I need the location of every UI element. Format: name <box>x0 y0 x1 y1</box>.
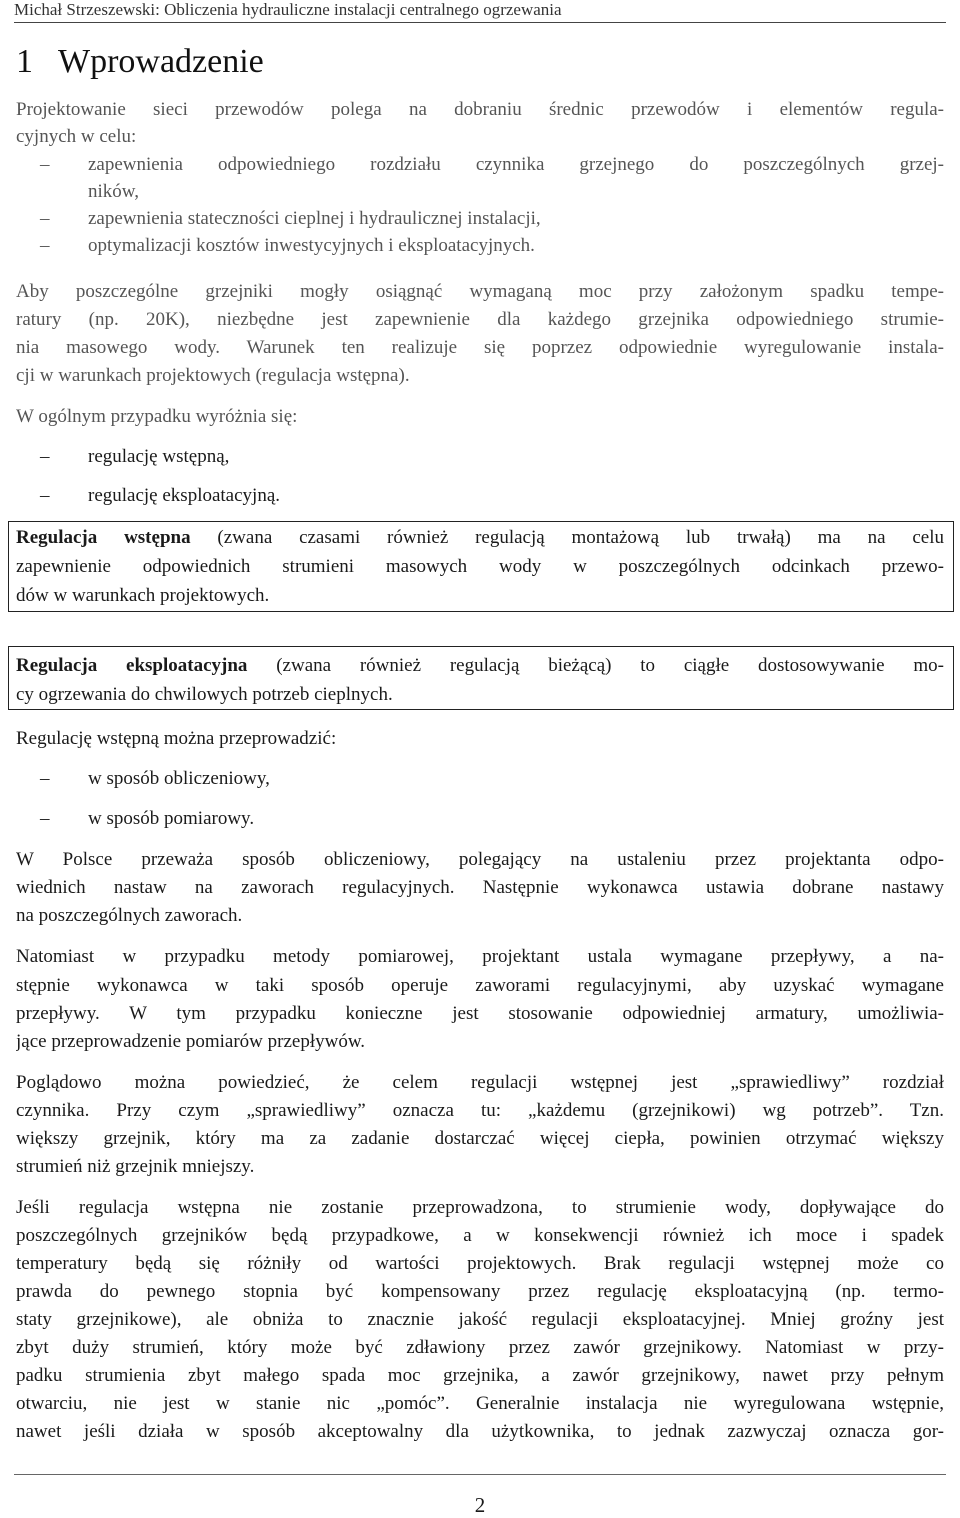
paragraph-line: nawet jeśli działa w sposób akceptowalny dla użytkownika, to jednak zazwyczaj oznacza gor- <box>16 1421 944 1442</box>
paragraph-line: przepływy. W tym przypadku konieczne jest stosowanie odpowiedniej armatury, umożliwia- <box>16 1003 944 1024</box>
paragraph-line: poszczególnych grzejników będą przypadkowe, a w konsekwencji również ich moce i spadek <box>16 1225 944 1246</box>
definition-text: (zwana czasami również regulacją montażową lub trwałą) ma na celu <box>190 527 944 548</box>
definition-text: (zwana również regulacją bieżącą) to ciągłe dostosowywanie mo- <box>247 655 944 676</box>
intro-bullet-line: zapewnienia odpowiedniego rozdziału czynnika grzejnego do poszczególnych grzej- <box>88 154 944 175</box>
list-lead: Regulację wstępną można przeprowadzić: <box>16 728 337 749</box>
paragraph-line: cji w warunkach projektowych (regulacja wstępna). <box>16 365 410 386</box>
paragraph-line: W Polsce przeważa sposób obliczeniowy, polegający na ustaleniu przez projektanta odpo- <box>16 849 944 870</box>
definition-term: Regulacja eksploatacyjna <box>16 655 248 676</box>
paragraph-line: strumień niż grzejnik mniejszy. <box>16 1156 255 1177</box>
intro-bullet-line: optymalizacji kosztów inwestycyjnych i eksploatacyjnych. <box>88 235 535 256</box>
list-lead: W ogólnym przypadku wyróżnia się: <box>16 406 298 427</box>
paragraph-line: stępnie wykonawca w taki sposób operuje zaworami regulacyjnymi, aby uzyskać wymagane <box>16 975 944 996</box>
paragraph-line: Aby poszczególne grzejniki mogły osiągnąć wymaganą moc przy założonym spadku tempe- <box>16 281 944 302</box>
paragraph-line: większy grzejnik, który ma za zadanie dostarczać więcej ciepła, powinien otrzymać większy <box>16 1128 944 1149</box>
intro-bullet-line: zapewnienia stateczności cieplnej i hydraulicznej instalacji, <box>88 208 541 229</box>
paragraph-line: padku strumienia zbyt małego spada moc grzejnika, a zawór grzejnikowy, nawet przy pełnym <box>16 1365 944 1386</box>
section-number: 1 <box>16 43 33 80</box>
paragraph-line: nia masowego wody. Warunek ten realizuje się poprzez odpowiednie wyregulowanie instala- <box>16 337 944 358</box>
definition-line: dów w warunkach projektowych. <box>16 585 270 606</box>
list-item: regulację eksploatacyjną. <box>88 485 281 506</box>
list-dash: – <box>40 208 50 229</box>
paragraph-line: otwarciu, nie jest w stanie nic „pomóc”. Generalnie instalacja nie wyregulowana wstępnie, <box>16 1393 944 1414</box>
paragraph-line: prawda do pewnego stopnia być kompensowany przez regulację eksploatacyjną (np. termo- <box>16 1281 944 1302</box>
section-title-text: Wprowadzenie <box>58 43 264 80</box>
paragraph-line: Natomiast w przypadku metody pomiarowej, projektant ustala wymagane przepływy, a na- <box>16 946 944 967</box>
list-dash: – <box>40 808 50 829</box>
intro-line: Projektowanie sieci przewodów polega na dobraniu średnic przewodów i elementów regula- <box>16 99 944 120</box>
footer-rule <box>14 1474 946 1475</box>
list-dash: – <box>40 154 50 175</box>
definition-line <box>16 526 944 550</box>
list-item: regulację wstępną, <box>88 446 230 467</box>
list-dash: – <box>40 485 50 506</box>
intro-line: cyjnych w celu: <box>16 126 137 147</box>
paragraph-line: na poszczególnych zaworach. <box>16 905 243 926</box>
paragraph-line: zbyt duży strumień, który może być zdławiony przez zawór grzejnikowy. Natomiast w przy- <box>16 1337 944 1358</box>
list-item: w sposób pomiarowy. <box>88 808 255 829</box>
list-dash: – <box>40 446 50 467</box>
list-dash: – <box>40 768 50 789</box>
definition-term: Regulacja wstępna <box>16 527 191 548</box>
paragraph-line: Poglądowo można powiedzieć, że celem regulacji wstępnej jest „sprawiedliwy” rozdział <box>16 1072 944 1093</box>
list-item: w sposób obliczeniowy, <box>88 768 270 789</box>
paragraph-line: staty grzejnikowe), ale obniża to znacznie jakość regulacji eksploatacyjnej. Mniej groźny jest <box>16 1309 944 1330</box>
list-dash: – <box>40 235 50 256</box>
paragraph-line: jące przeprowadzenie pomiarów przepływów. <box>16 1031 366 1052</box>
section-title <box>16 42 264 82</box>
running-header <box>14 0 946 23</box>
definition-line <box>16 654 944 678</box>
definition-line: cy ogrzewania do chwilowych potrzeb cieplnych. <box>16 684 393 705</box>
paragraph-line: wiednich nastaw na zaworach regulacyjnych. Następnie wykonawca ustawia dobrane nastawy <box>16 877 944 898</box>
page-number: 2 <box>474 1493 486 1517</box>
intro-bullet-line: ników, <box>88 181 140 202</box>
definition-line: zapewnienie odpowiednich strumieni masowych wody w poszczególnych odcinkach przewo- <box>16 556 944 577</box>
paragraph-line: czynnika. Przy czym „sprawiedliwy” oznacza tu: „każdemu (grzejnikowi) wg potrzeb”. Tzn. <box>16 1100 944 1121</box>
paragraph-line: ratury (np. 20K), niezbędne jest zapewnienie dla każdego grzejnika odpowiedniego strumie- <box>16 309 944 330</box>
paragraph-line: temperatury będą się różniły od wartości projektowych. Brak regulacji wstępnej może co <box>16 1253 944 1274</box>
paragraph-line: Jeśli regulacja wstępna nie zostanie przeprowadzona, to strumienie wody, dopływające do <box>16 1197 944 1218</box>
running-header-title: Michał Strzeszewski: Obliczenia hydrauliczne instalacji centralnego ogrzewania <box>14 0 562 19</box>
